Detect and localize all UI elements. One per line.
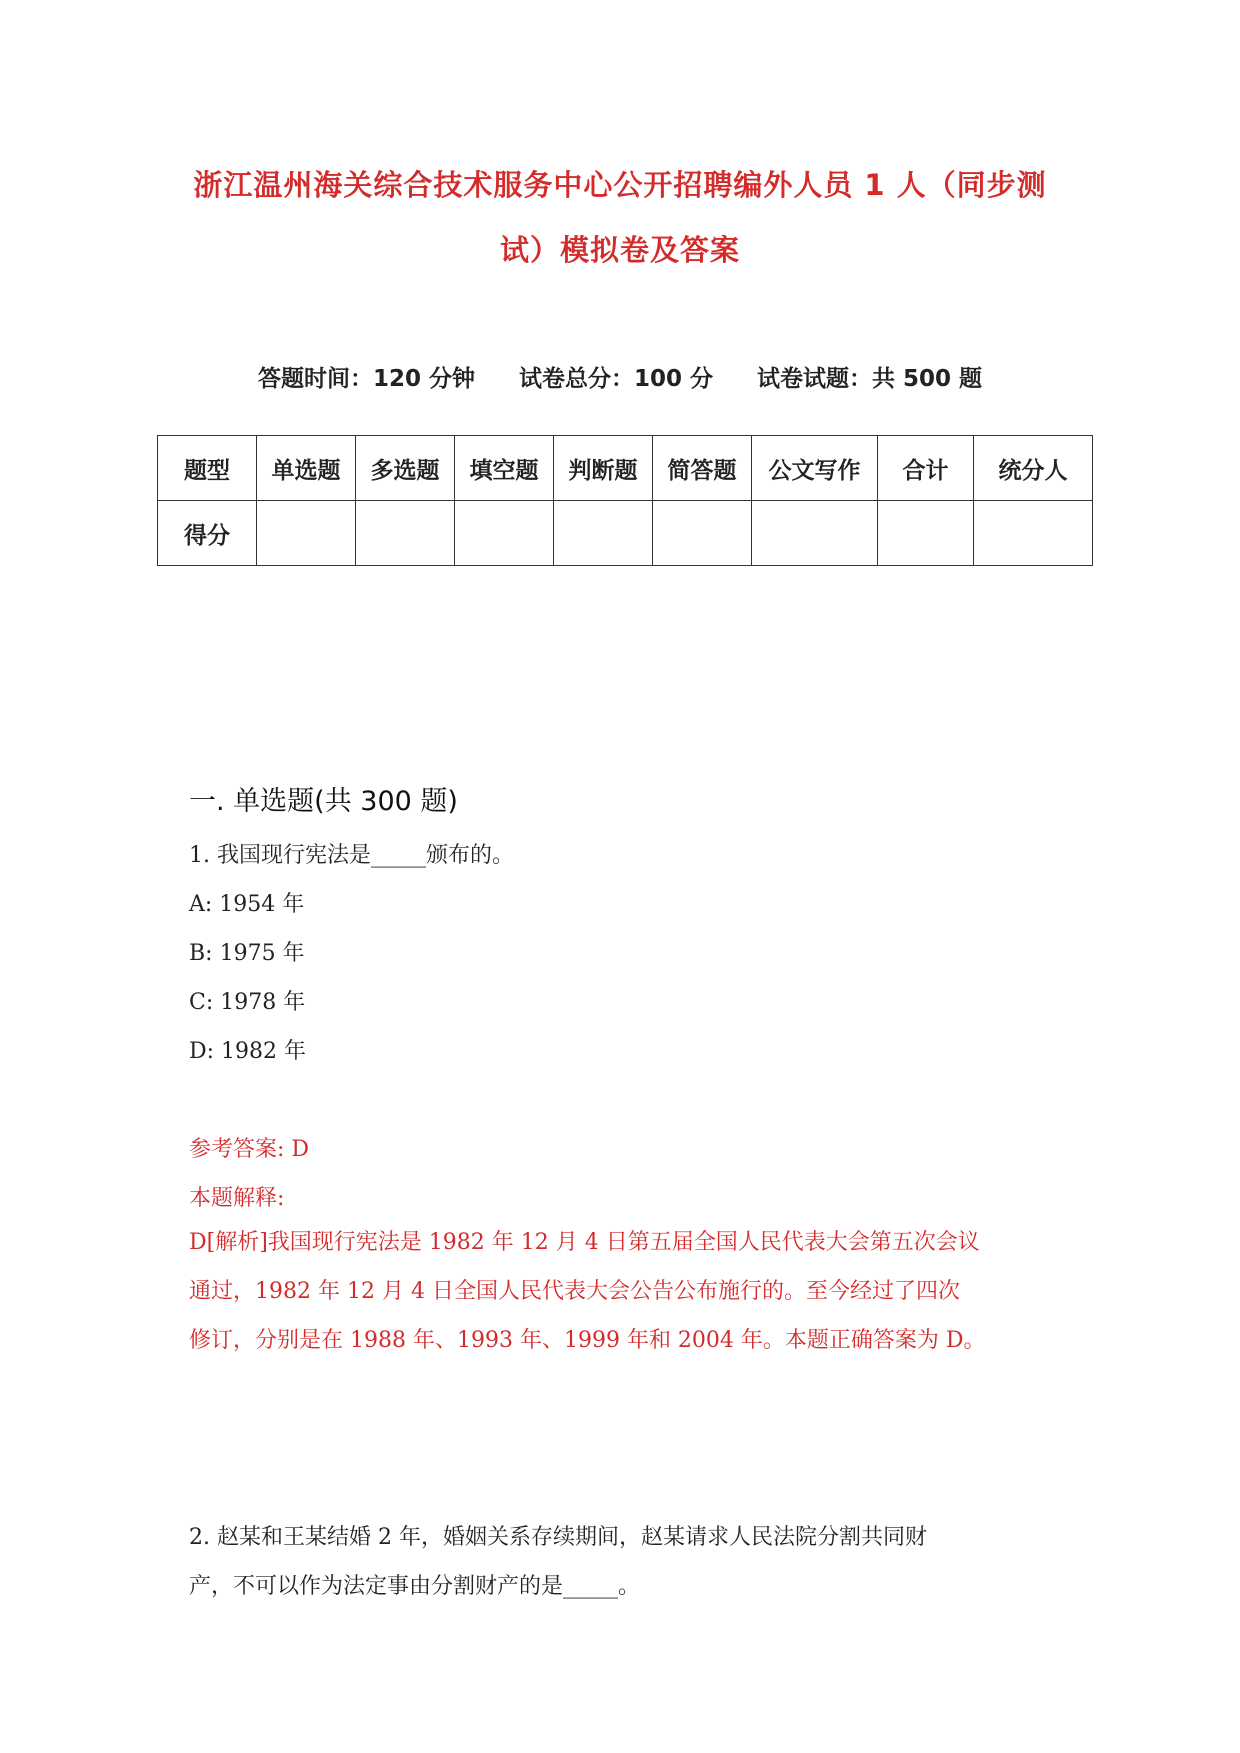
question-1-option-d: D: 1982 年 xyxy=(189,1039,307,1064)
exam-time: 答题时间：120 分钟 xyxy=(257,366,475,392)
score-table-header: 合计 xyxy=(878,436,974,501)
score-table-score-row xyxy=(158,501,1093,566)
exam-title-line1: 浙江温州海关综合技术服务中心公开招聘编外人员 1 人（同步测 xyxy=(193,168,1047,202)
explanation-line: 修订，分别是在 1988 年、1993 年、1999 年和 2004 年。本题正确答案为 D。 xyxy=(189,1328,986,1353)
question-1-explain-label: 本题解释: xyxy=(189,1186,285,1211)
score-table-header: 多选题 xyxy=(356,436,455,501)
score-cell xyxy=(878,501,974,566)
exam-question-count: 试卷试题：共 500 题 xyxy=(757,366,983,392)
score-cell xyxy=(257,501,356,566)
exam-total-score: 试卷总分：100 分 xyxy=(518,366,714,392)
score-table xyxy=(157,435,1093,566)
score-table-header: 简答题 xyxy=(653,436,752,501)
score-table-header: 单选题 xyxy=(257,436,356,501)
question-2-stem-line1: 2. 赵某和王某结婚 2 年，婚姻关系存续期间，赵某请求人民法院分割共同财 xyxy=(189,1525,927,1550)
question-2-stem-line2: 产，不可以作为法定事由分割财产的是_____。 xyxy=(189,1574,641,1599)
score-table-header: 填空题 xyxy=(455,436,554,501)
question-1-answer: 参考答案: D xyxy=(189,1137,310,1162)
score-table-header: 统分人 xyxy=(974,436,1093,501)
explanation-line: 通过，1982 年 12 月 4 日全国人民代表大会公告公布施行的。至今经过了四次 xyxy=(189,1279,960,1304)
score-cell xyxy=(752,501,878,566)
question-1-option-c: C: 1978 年 xyxy=(189,990,306,1015)
question-1-explanation xyxy=(189,1218,1069,1365)
score-table-header: 题型 xyxy=(158,436,257,501)
score-cell xyxy=(455,501,554,566)
question-1-stem: 1. 我国现行宪法是_____颁布的。 xyxy=(189,843,514,868)
exam-title-line2: 试）模拟卷及答案 xyxy=(499,233,740,267)
explanation-line: D[解析]我国现行宪法是 1982 年 12 月 4 日第五届全国人民代表大会第五次会议 xyxy=(189,1230,980,1255)
question-1-option-a: A: 1954 年 xyxy=(189,892,305,917)
score-row-label: 得分 xyxy=(158,501,257,566)
score-cell xyxy=(554,501,653,566)
exam-meta xyxy=(140,360,1100,393)
section-title-single-choice: 一. 单选题(共 300 题) xyxy=(189,786,458,817)
score-table-header: 判断题 xyxy=(554,436,653,501)
score-table-header-row xyxy=(158,436,1093,501)
score-table-header: 公文写作 xyxy=(752,436,878,501)
score-cell xyxy=(974,501,1093,566)
score-cell xyxy=(356,501,455,566)
question-1-option-b: B: 1975 年 xyxy=(189,941,305,966)
score-cell xyxy=(653,501,752,566)
